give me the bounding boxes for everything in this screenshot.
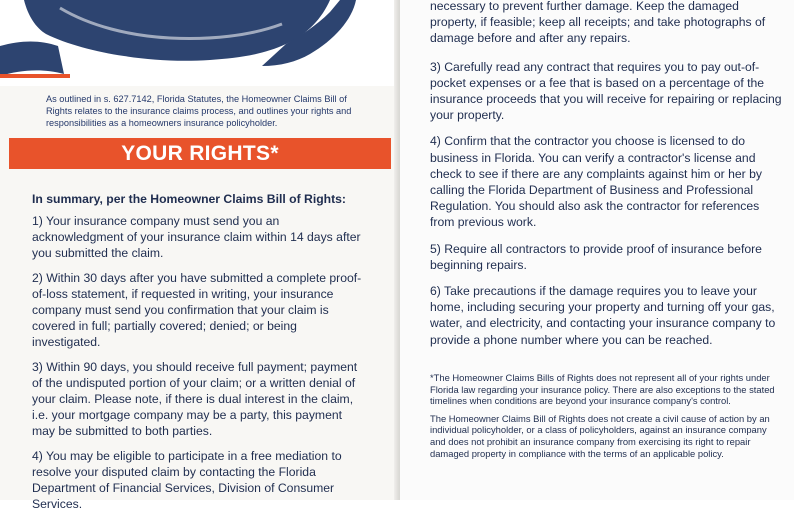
footnotes: [430, 372, 782, 465]
intro-paragraph: As outlined in s. 627.7142, Florida Statutes, the Homeowner Claims Bill of Rights relates to the insurance claims process, and outlines your rights and responsibilities as a homeowners insurance policyholder.: [46, 94, 352, 128]
right-item-2: 2) Within 30 days after you have submitted a complete proof-of-loss statement, if requested in writing, your insurance company must send you confirmation that your claim is covered in full; partially covered; denied; or being investigated.: [32, 270, 362, 350]
responsibility-item-2-continued: necessary to prevent further damage. Keep the damaged property, if feasible; keep all receipts; and take photographs of damage before and after any repairs.: [430, 0, 766, 46]
your-rights-banner: YOUR RIGHTS*: [9, 138, 391, 169]
responsibility-item-6: 6) Take precautions if the damage requires you to leave your home, including securing your property and turning off your gas, water, and electricity, and contacting your insurance company to provide a phone number where you can be reached.: [430, 284, 776, 347]
responsibility-item-3: 3) Carefully read any contract that requires you to pay out-of-pocket expenses or a fee that is based on a percentage of the insurance proceeds that you will receive for repairing or replacing your property.: [430, 59, 782, 123]
responsibility-item-4: 4) Confirm that the contractor you choose is licensed to do business in Florida. You can verify a contractor's license and check to see if there are any complaints against him or her by calling the Florida Department of Business and Professional Regulation. You should also ask the contractor for references from previous work.: [430, 134, 762, 230]
right-item-3: 3) Within 90 days, you should receive full payment; payment of the undisputed portion of your claim; or a written denial of your claim. Please note, if there is dual interest in the claim, i.e. your mortgage company may be a party, this payment may be submitted to both parties.: [32, 359, 358, 439]
rights-list-left: [32, 213, 368, 520]
responsibilities-list-right: [430, 0, 786, 358]
left-page: [0, 0, 400, 512]
hand-house-illustration: [0, 0, 394, 86]
summary-heading: In summary, per the Homeowner Claims Bill of Rights:: [32, 192, 346, 206]
right-item-4: 4) You may be eligible to participate in a free mediation to resolve your disputed claim by contacting the Florida Department of Financial Services, Division of Consumer Services.: [32, 448, 342, 512]
hand-holding-house-icon: [0, 0, 394, 86]
right-item-1: 1) Your insurance company must send you an acknowledgment of your insurance claim within 14 days after you submitted the claim.: [32, 214, 361, 261]
footnote-civil-cause: The Homeowner Claims Bill of Rights does not create a civil cause of action by an individual policyholder, or a class of policyholders, against an insurance company and does not prohibit an insurance company from exercising its right to repair damaged property in compliance with the terms of an applicable policy.: [430, 412, 770, 459]
responsibility-item-5: 5) Require all contractors to provide proof of insurance before beginning repairs.: [430, 241, 762, 272]
footnote-rights-disclaimer: *The Homeowner Claims Bills of Rights does not represent all of your rights under Florida law regarding your insurance policy. There are also exceptions to the stated timelines when conditions are beyond your insurance company's control.: [430, 372, 775, 407]
